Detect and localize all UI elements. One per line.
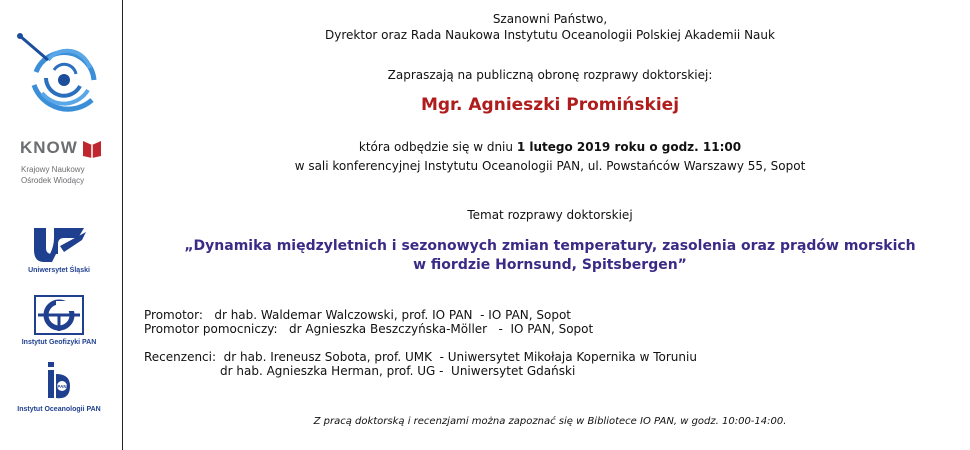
uniwersytet-slaski-logo bbox=[30, 226, 88, 264]
instytut-geofizyki-caption: Instytut Geofizyki PAN bbox=[21, 339, 97, 346]
instytut-oceanologii-caption: Instytut Oceanologii PAN bbox=[17, 406, 101, 413]
promotor-assistant-line: Promotor pomocniczy: dr Agnieszka Beszczyńska-Möller - IO PAN, Sopot bbox=[144, 322, 594, 336]
thesis-title-line-1: „Dynamika międzyletnich i sezonowych zmian temperatury, zasolenia oraz prądów morskich bbox=[184, 238, 916, 254]
date-line bbox=[130, 139, 970, 155]
instytut-oceanologii-logo bbox=[46, 360, 72, 402]
defense-date: 1 lutego 2019 roku o godz. 11:00 bbox=[516, 140, 742, 154]
venue-line: w sali konferencyjnej Instytutu Oceanologii PAN, ul. Powstańców Warszawy 55, Sopot bbox=[294, 159, 806, 173]
uniwersytet-slaski-caption: Uniwersytet Śląski bbox=[28, 267, 90, 274]
date-prefix: która odbędzie się w dniu bbox=[358, 140, 517, 154]
promotor-line: Promotor: dr hab. Waldemar Walczowski, prof. IO PAN - IO PAN, Sopot bbox=[144, 308, 572, 322]
greeting: Szanowni Państwo, bbox=[492, 12, 608, 26]
pan-badge-text: PAN bbox=[57, 384, 67, 389]
kno-subtitle: Krajowy Naukowy Ośrodek Wiodący bbox=[21, 165, 85, 185]
footer-note: Z pracą doktorską i recenzjami można zapoznać się w Bibliotece IO PAN, w godz. 10:00-14:00. bbox=[313, 416, 787, 427]
logo-sidebar bbox=[0, 0, 122, 450]
topic-heading: Temat rozprawy doktorskiej bbox=[467, 208, 633, 222]
kno-book-icon bbox=[82, 140, 102, 158]
separator-line bbox=[122, 0, 123, 450]
kno-logo-text: KNOW bbox=[20, 138, 78, 157]
thesis-title-line-2: w fiordzie Hornsund, Spitsbergen” bbox=[413, 257, 687, 273]
hosts-line: Dyrektor oraz Rada Naukowa Instytutu Oceanologii Polskiej Akademii Nauk bbox=[325, 28, 775, 42]
kno-globe-logo bbox=[14, 30, 104, 120]
invitation-content bbox=[130, 0, 970, 450]
candidate-name: Mgr. Agnieszki Promińskiej bbox=[420, 95, 680, 115]
invitation-line: Zapraszają na publiczną obronę rozprawy doktorskiej: bbox=[387, 68, 713, 82]
reviewer-line-1: Recenzenci: dr hab. Ireneusz Sobota, prof. UMK - Uniwersytet Mikołaja Kopernika w Toruniu bbox=[144, 350, 697, 364]
instytut-geofizyki-logo bbox=[34, 295, 84, 335]
reviewer-line-2: dr hab. Agnieszka Herman, prof. UG - Uniwersytet Gdański bbox=[220, 364, 576, 378]
